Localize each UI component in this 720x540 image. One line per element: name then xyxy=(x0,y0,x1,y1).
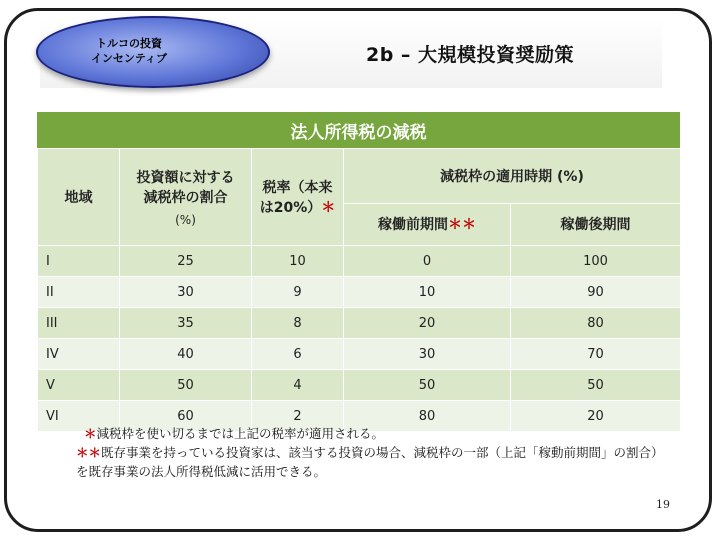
cell-region: VI xyxy=(38,401,120,432)
table-row xyxy=(38,370,681,401)
tax-table xyxy=(37,148,681,432)
cell-after: 80 xyxy=(511,308,681,339)
header-period-group: 減税枠の適用時期 (%) xyxy=(344,149,681,204)
cell-after: 90 xyxy=(511,277,681,308)
cell-after: 50 xyxy=(511,370,681,401)
badge-line-2: インセンティブ xyxy=(90,52,168,65)
table-row xyxy=(38,246,681,277)
cell-ratio: 25 xyxy=(120,246,252,277)
cell-before: 50 xyxy=(344,370,511,401)
cell-before: 20 xyxy=(344,308,511,339)
table-row xyxy=(38,277,681,308)
cell-rate: 4 xyxy=(252,370,344,401)
header-rate xyxy=(252,149,344,246)
header-ratio-line-2: 減税枠の割合 xyxy=(143,190,228,206)
footnote-1-mark: ＊ xyxy=(84,426,97,441)
header-ratio-line-1: 投資額に対する xyxy=(136,170,235,186)
header-rate-line-2: は20%）＊ xyxy=(259,200,336,216)
cell-region: IV xyxy=(38,339,120,370)
cell-region: III xyxy=(38,308,120,339)
table-row xyxy=(38,308,681,339)
table-row xyxy=(38,339,681,370)
cell-rate: 2 xyxy=(252,401,344,432)
cell-after: 70 xyxy=(511,339,681,370)
cell-before: 0 xyxy=(344,246,511,277)
cell-region: I xyxy=(38,246,120,277)
table-title: 法人所得税の減税 xyxy=(37,112,680,148)
before-note-mark: ＊＊ xyxy=(448,217,476,234)
cell-ratio: 40 xyxy=(120,339,252,370)
cell-rate: 10 xyxy=(252,246,344,277)
footnote-2-text: 既存事業を持っている投資家は、該当する投資の場合、減税枠の一部（上記「稼動前期間」の割合）を既存事業の法人所得税低減に活用できる。 xyxy=(76,445,664,479)
header-before-period: 稼働前期間＊＊ xyxy=(344,203,511,245)
footnote-2-mark: ＊＊ xyxy=(76,445,102,460)
cell-after: 20 xyxy=(511,401,681,432)
cell-before: 80 xyxy=(344,401,511,432)
cell-ratio: 60 xyxy=(120,401,252,432)
header-region: 地域 xyxy=(38,149,120,246)
header-ratio-unit: (%) xyxy=(175,213,196,227)
header-rate-line-1: 税率（本来 xyxy=(262,180,333,196)
cell-region: V xyxy=(38,370,120,401)
cell-before: 30 xyxy=(344,339,511,370)
header-ratio xyxy=(120,149,252,246)
rate-note-mark: ＊ xyxy=(321,200,336,216)
header-after-period: 稼働後期間 xyxy=(511,203,681,245)
footnotes xyxy=(76,424,664,481)
footnote-1-text: 減税枠を使い切るまでは上記の税率が適用される。 xyxy=(96,426,385,441)
cell-ratio: 30 xyxy=(120,277,252,308)
cell-ratio: 35 xyxy=(120,308,252,339)
cell-region: II xyxy=(38,277,120,308)
cell-rate: 8 xyxy=(252,308,344,339)
page-number: 19 xyxy=(656,498,670,511)
cell-after: 100 xyxy=(511,246,681,277)
footnote-2 xyxy=(76,443,664,481)
cell-rate: 6 xyxy=(252,339,344,370)
category-badge-text xyxy=(74,36,184,66)
cell-rate: 9 xyxy=(252,277,344,308)
cell-before: 10 xyxy=(344,277,511,308)
badge-line-1: トルコの投資 xyxy=(96,37,162,50)
footnote-1 xyxy=(84,424,664,443)
slide-title: 2b – 大規模投資奨励策 xyxy=(365,44,575,66)
cell-ratio: 50 xyxy=(120,370,252,401)
